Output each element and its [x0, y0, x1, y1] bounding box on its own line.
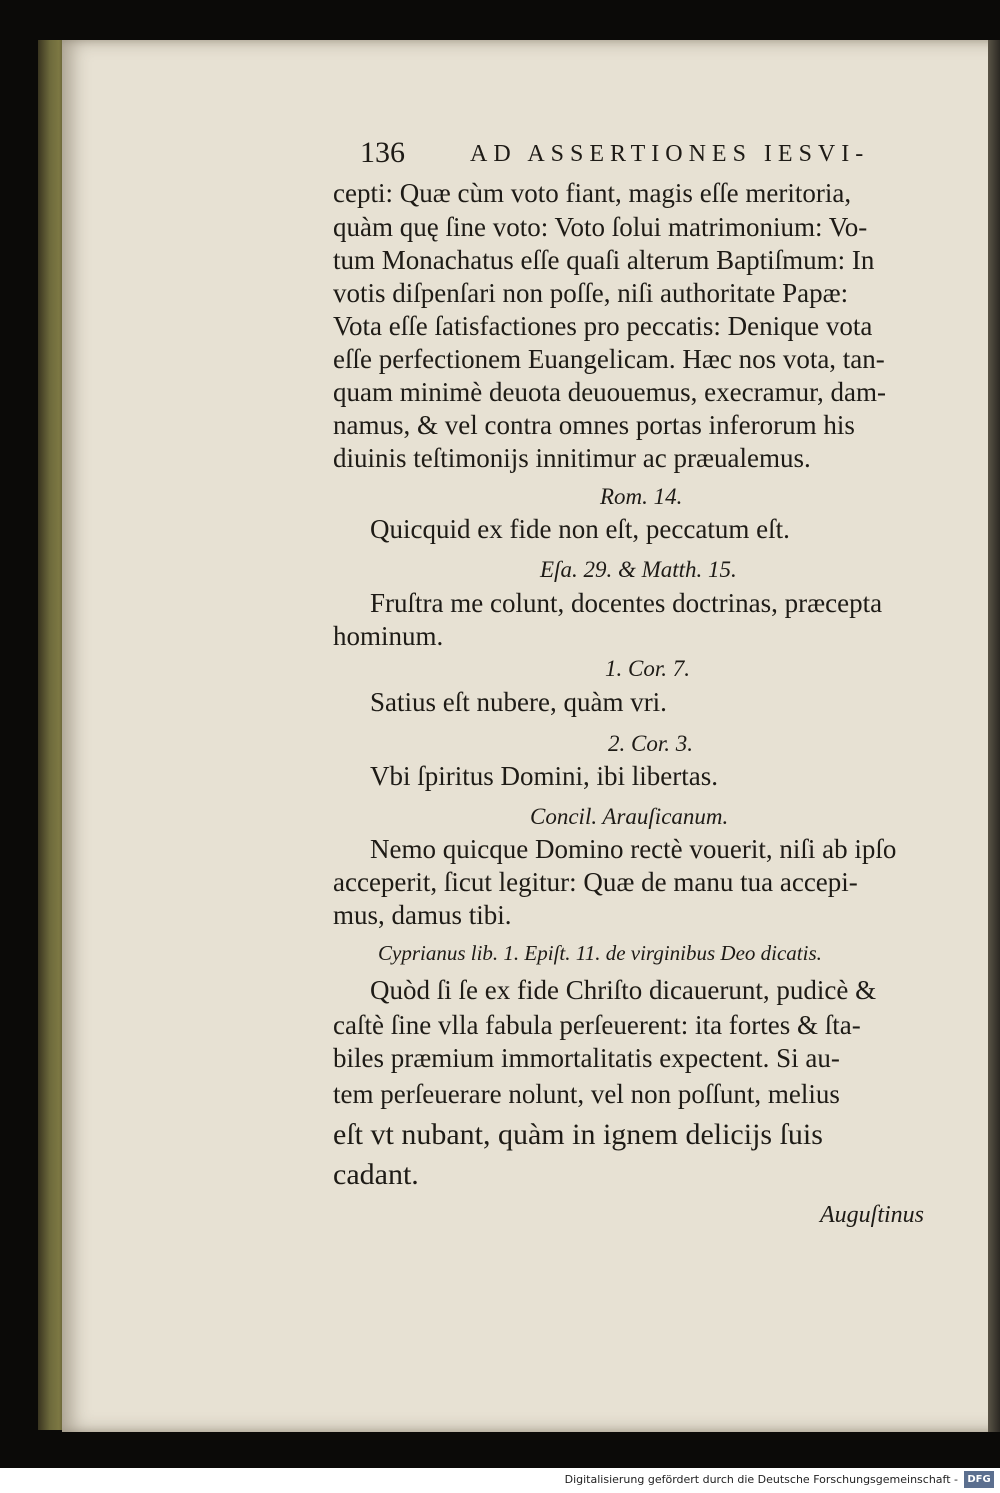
body-line: diuinis teſtimonijs innitimur ac præualemus.: [333, 443, 811, 473]
body-line: quàm quę ſine voto: Voto ſolui matrimonium: Vo-: [333, 212, 868, 242]
citation-heading: 2. Cor. 3.: [608, 731, 693, 756]
body-line: mus, damus tibi.: [333, 900, 512, 930]
body-line: Satius eſt nubere, quàm vri.: [370, 687, 667, 717]
body-line: tum Monachatus eſſe quaſi alterum Baptiſmum: In: [333, 245, 875, 275]
body-line: Quòd ſi ſe ex fide Chriſto dicauerunt, pudicè &: [370, 975, 877, 1005]
body-line: Quicquid ex fide non eſt, peccatum eſt.: [370, 514, 790, 544]
body-line: cepti: Quæ cùm voto fiant, magis eſſe meritoria,: [333, 178, 852, 208]
body-line: caſtè ſine vlla fabula perſeuerent: ita fortes & ſta-: [333, 1010, 861, 1040]
citation-heading: Eſa. 29. & Matth. 15.: [540, 557, 737, 582]
body-line: acceperit, ſicut legitur: Quæ de manu tua accepi-: [333, 867, 858, 897]
body-line: Vbi ſpiritus Domini, ibi libertas.: [370, 761, 718, 791]
funding-credit: Digitalisierung gefördert durch die Deutsche Forschungsgemeinschaft -: [564, 1473, 958, 1486]
citation-heading: Concil. Arauſicanum.: [530, 804, 729, 829]
dfg-logo: DFG: [964, 1471, 994, 1488]
body-line: tem perſeuerare nolunt, vel non poſſunt, melius: [333, 1079, 840, 1109]
body-line: cadant.: [333, 1158, 419, 1191]
page-number: 136: [360, 136, 405, 169]
body-line: Vota eſſe ſatisfactiones pro peccatis: Denique vota: [333, 311, 873, 341]
catchword: Auguſtinus: [820, 1202, 925, 1228]
body-line: Nemo quicque Domino rectè vouerit, niſi ab ipſo: [370, 834, 897, 864]
body-line: biles præmium immortalitatis expectent. Si au-: [333, 1043, 840, 1073]
body-line: hominum.: [333, 621, 444, 651]
citation-heading: Rom. 14.: [600, 484, 683, 509]
body-line: eſſe perfectionem Euangelicam. Hæc nos vota, tan-: [333, 344, 885, 374]
citation-heading: Cyprianus lib. 1. Epiſt. 11. de virginibus Deo dicatis.: [378, 941, 822, 965]
body-line: quam minimè deuota deuouemus, execramur, dam-: [333, 377, 886, 407]
body-line: eſt vt nubant, quàm in ignem delicijs ſuis: [333, 1118, 823, 1151]
digitization-footer: [0, 1468, 1000, 1493]
page-right-edge: [988, 40, 1000, 1432]
body-line: namus, & vel contra omnes portas inferorum his: [333, 410, 855, 440]
body-line: Fruſtra me colunt, docentes doctrinas, præcepta: [370, 588, 883, 618]
running-title: AD ASSERTIONES IESVI-: [470, 141, 870, 167]
citation-heading: 1. Cor. 7.: [605, 656, 690, 681]
body-line: votis diſpenſari non poſſe, niſi authoritate Papæ:: [333, 278, 849, 308]
